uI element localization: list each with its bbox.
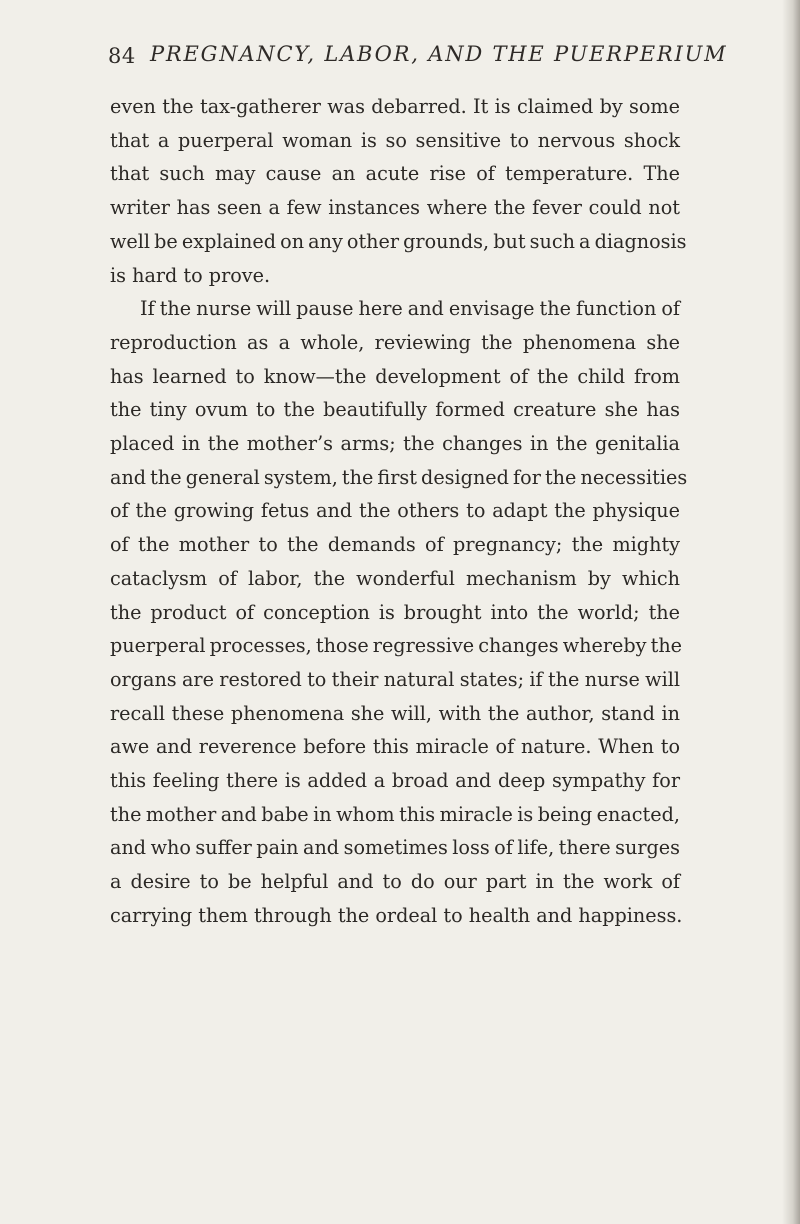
- text-line: writer has seen a few instances where the fever could not: [110, 196, 680, 220]
- running-title: PREGNANCY, LABOR, AND THE PUERPERIUM: [150, 42, 728, 66]
- text-line: placed in the mother’s arms; the changes in the genitalia: [110, 432, 680, 456]
- text-line: the product of conception is brought into the world; the: [110, 600, 680, 624]
- page-edge-shadow: [782, 0, 800, 1224]
- text-line: and the general system, the first designed for the necessities: [110, 465, 688, 489]
- text-line: reproduction as a whole, reviewing the phenomena she: [110, 330, 680, 354]
- text-line: of the growing fetus and the others to adapt the physique: [110, 499, 680, 523]
- text-line: of the mother to the demands of pregnancy; the mighty: [110, 533, 680, 557]
- text-line: has learned to know—the development of the child from: [110, 364, 680, 388]
- text-line: the tiny ovum to the beautifully formed creature she has: [110, 398, 680, 422]
- text-line: well be explained on any other grounds, but such a diagnosis: [110, 229, 687, 253]
- text-line: that a puerperal woman is so sensitive to nervous shock: [110, 128, 680, 152]
- text-line: the mother and babe in whom this miracle is being enacted,: [110, 802, 680, 826]
- text-line: and who suffer pain and sometimes loss of life, there surges: [110, 836, 680, 860]
- text-line: a desire to be helpful and to do our part in the work of: [110, 870, 680, 894]
- text-line: cataclysm of labor, the wonderful mechanism by which: [110, 566, 680, 590]
- text-line: awe and reverence before this miracle of nature. When to: [110, 735, 680, 759]
- text-line: is hard to prove.: [110, 263, 271, 287]
- page-number: 84: [108, 44, 136, 68]
- body-text: [110, 90, 688, 933]
- text-line: even the tax-gatherer was debarred. It is claimed by some: [110, 95, 680, 118]
- text-line: carrying them through the ordeal to health and happiness.: [110, 903, 683, 927]
- text-line: that such may cause an acute rise of temperature. The: [110, 162, 680, 186]
- text-line: organs are restored to their natural states; if the nurse will: [110, 667, 680, 691]
- paragraph-1: [110, 90, 687, 292]
- text-line: recall these phenomena she will, with the author, stand in: [110, 701, 680, 725]
- running-head: [108, 40, 728, 74]
- paragraph-2: [110, 292, 688, 932]
- text-line: If the nurse will pause here and envisage the function of: [140, 297, 680, 321]
- text-line: puerperal processes, those regressive changes whereby the: [110, 634, 683, 658]
- text-line: this feeling there is added a broad and deep sympathy for: [110, 769, 680, 793]
